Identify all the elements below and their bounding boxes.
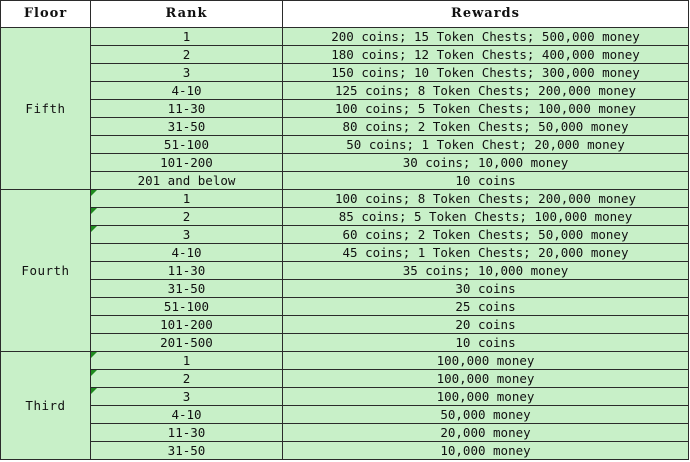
table-row — [1, 424, 689, 442]
rank-text: 11-30 — [167, 425, 206, 440]
rank-cell[interactable] — [91, 316, 283, 334]
reward-cell[interactable]: 10 coins — [283, 334, 689, 352]
reward-cell[interactable]: 50 coins; 1 Token Chest; 20,000 money — [283, 136, 689, 154]
reward-cell[interactable]: 25 coins — [283, 298, 689, 316]
table-row — [1, 64, 689, 82]
rank-text: 4-10 — [171, 83, 202, 98]
table-row — [1, 406, 689, 424]
rank-text: 101-200 — [160, 155, 213, 170]
rank-text: 1 — [182, 353, 191, 368]
reward-cell[interactable]: 85 coins; 5 Token Chests; 100,000 money — [283, 208, 689, 226]
reward-cell[interactable]: 100 coins; 8 Token Chests; 200,000 money — [283, 190, 689, 208]
reward-cell[interactable]: 10 coins — [283, 172, 689, 190]
rank-text: 4-10 — [171, 407, 202, 422]
table-row — [1, 100, 689, 118]
table-row — [1, 46, 689, 64]
reward-cell[interactable]: 100,000 money — [283, 352, 689, 370]
rank-cell[interactable] — [91, 118, 283, 136]
reward-cell[interactable]: 60 coins; 2 Token Chests; 50,000 money — [283, 226, 689, 244]
rank-text: 2 — [182, 371, 191, 386]
rank-cell[interactable] — [91, 190, 283, 208]
floor-cell[interactable]: Third — [1, 352, 91, 460]
rank-text: 4-10 — [171, 245, 202, 260]
reward-cell[interactable]: 200 coins; 15 Token Chests; 500,000 money — [283, 28, 689, 46]
rank-cell[interactable] — [91, 298, 283, 316]
table-row — [1, 28, 689, 46]
table-row — [1, 226, 689, 244]
rank-cell[interactable] — [91, 370, 283, 388]
rank-text: 31-50 — [167, 281, 206, 296]
table-row — [1, 334, 689, 352]
reward-cell[interactable]: 100 coins; 5 Token Chests; 100,000 money — [283, 100, 689, 118]
rank-text: 2 — [182, 209, 191, 224]
rank-text: 201-500 — [160, 335, 213, 350]
table-row — [1, 280, 689, 298]
reward-cell[interactable]: 100,000 money — [283, 370, 689, 388]
rank-text: 51-100 — [163, 299, 210, 314]
rank-cell[interactable] — [91, 442, 283, 460]
cell-comment-marker-icon — [91, 370, 97, 376]
floor-cell[interactable]: Fifth — [1, 28, 91, 190]
rank-text: 31-50 — [167, 119, 206, 134]
reward-cell[interactable]: 35 coins; 10,000 money — [283, 262, 689, 280]
header-floor[interactable]: Floor — [1, 1, 91, 28]
reward-cell[interactable]: 30 coins; 10,000 money — [283, 154, 689, 172]
reward-cell[interactable]: 20,000 money — [283, 424, 689, 442]
cell-comment-marker-icon — [91, 388, 97, 394]
table-row — [1, 298, 689, 316]
rank-cell[interactable] — [91, 244, 283, 262]
rank-cell[interactable] — [91, 262, 283, 280]
rank-cell[interactable] — [91, 82, 283, 100]
table-row — [1, 82, 689, 100]
reward-cell[interactable]: 80 coins; 2 Token Chests; 50,000 money — [283, 118, 689, 136]
rank-text: 3 — [182, 65, 191, 80]
reward-cell[interactable]: 30 coins — [283, 280, 689, 298]
table-row — [1, 172, 689, 190]
table-row — [1, 262, 689, 280]
table-row — [1, 370, 689, 388]
rank-text: 1 — [182, 191, 191, 206]
rank-cell[interactable] — [91, 28, 283, 46]
rank-text: 3 — [182, 389, 191, 404]
rank-cell[interactable] — [91, 406, 283, 424]
floor-cell[interactable]: Fourth — [1, 190, 91, 352]
rank-text: 2 — [182, 47, 191, 62]
cell-comment-marker-icon — [91, 226, 97, 232]
table-row — [1, 352, 689, 370]
table-row — [1, 118, 689, 136]
rank-text: 31-50 — [167, 443, 206, 458]
reward-cell[interactable]: 125 coins; 8 Token Chests; 200,000 money — [283, 82, 689, 100]
rank-cell[interactable] — [91, 100, 283, 118]
reward-cell[interactable]: 10,000 money — [283, 442, 689, 460]
rank-cell[interactable] — [91, 136, 283, 154]
rank-cell[interactable] — [91, 64, 283, 82]
table-row — [1, 388, 689, 406]
table-row — [1, 244, 689, 262]
reward-cell[interactable]: 50,000 money — [283, 406, 689, 424]
rank-cell[interactable] — [91, 154, 283, 172]
reward-cell[interactable]: 20 coins — [283, 316, 689, 334]
table-body — [1, 28, 689, 460]
table-row — [1, 316, 689, 334]
table-row — [1, 154, 689, 172]
rank-cell[interactable] — [91, 424, 283, 442]
rank-text: 101-200 — [160, 317, 213, 332]
rank-text: 51-100 — [163, 137, 210, 152]
reward-cell[interactable]: 45 coins; 1 Token Chests; 20,000 money — [283, 244, 689, 262]
table-header — [1, 1, 689, 28]
header-row — [1, 1, 689, 28]
rank-text: 11-30 — [167, 101, 206, 116]
rank-cell[interactable] — [91, 280, 283, 298]
rank-cell[interactable] — [91, 352, 283, 370]
cell-comment-marker-icon — [91, 352, 97, 358]
table-row — [1, 190, 689, 208]
rank-text: 1 — [182, 29, 191, 44]
table-row — [1, 442, 689, 460]
rank-cell[interactable] — [91, 208, 283, 226]
header-rank[interactable]: Rank — [91, 1, 283, 28]
rank-text: 11-30 — [167, 263, 206, 278]
table-row — [1, 136, 689, 154]
rank-text: 3 — [182, 227, 191, 242]
reward-cell[interactable]: 100,000 money — [283, 388, 689, 406]
table-row — [1, 208, 689, 226]
reward-cell[interactable]: 150 coins; 10 Token Chests; 300,000 money — [283, 64, 689, 82]
rank-cell[interactable] — [91, 388, 283, 406]
rank-text: 201 and below — [137, 173, 236, 188]
cell-comment-marker-icon — [91, 190, 97, 196]
reward-cell[interactable]: 180 coins; 12 Token Chests; 400,000 money — [283, 46, 689, 64]
header-rewards[interactable]: Rewards — [283, 1, 689, 28]
cell-comment-marker-icon — [91, 208, 97, 214]
rank-cell[interactable] — [91, 46, 283, 64]
rank-cell[interactable] — [91, 334, 283, 352]
rank-cell[interactable] — [91, 226, 283, 244]
rank-cell[interactable] — [91, 172, 283, 190]
